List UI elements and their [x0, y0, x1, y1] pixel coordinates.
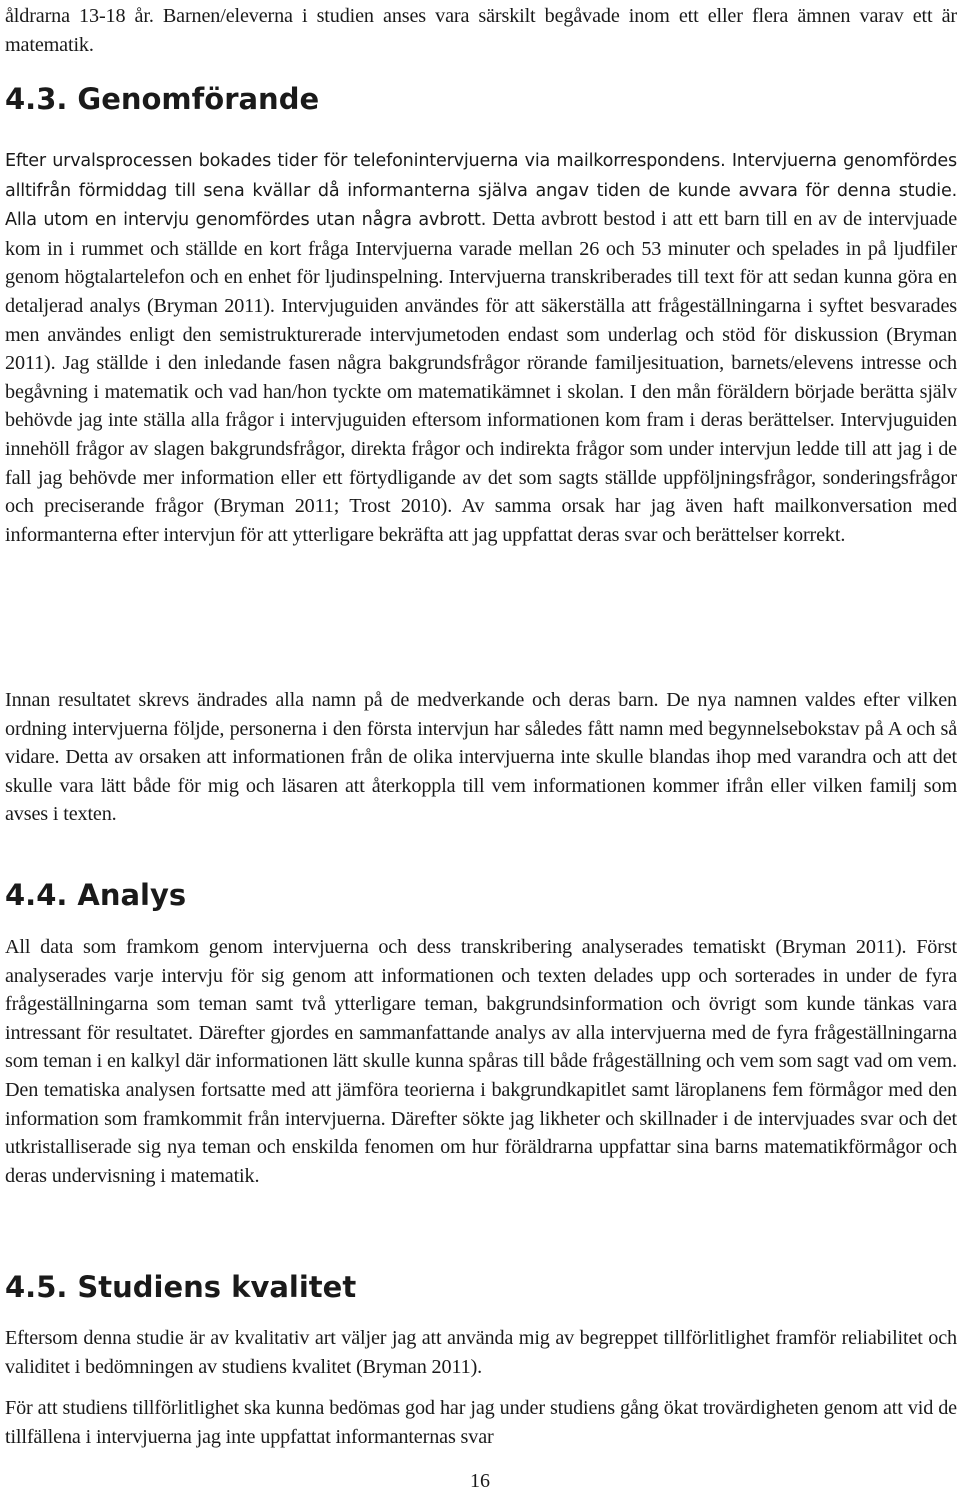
kvalitet-paragraph-1: Eftersom denna studie är av kvalitativ art väljer jag att använda mig av begreppet tillförlitlighet framför reliabilitet och validitet i bedömningen av studiens kvalitet (Bryman 2011). — [5, 1327, 957, 1378]
genomforande-paragraph-1-serif-part: Detta avbrott bestod i att ett barn till en av de intervjuade kom in i rummet och ställde en kort fråga Intervjuerna varade mellan 26 och 53 minuter och spelades in på ljudfiler genom högtalartelefon och en enhet för ljudinspelning. Intervjuerna transkriberades till text för att sedan kunna göra en detaljerad analys (Bryman 2011). Intervjuguiden användes för att säkerställa att frågeställningarna i syftet besvarades men användes enligt den semistrukturerade intervjumetoden endast som underlag och stöd för diskussion (Bryman 2011). Jag ställde i den inledande fasen några bakgrundsfrågor rörande familjesituation, barnets/elevens intresse och begåvning i matematik och vad han/hon tyckte om matematikämnet i skolan. I den mån föräldern började berätta själv behövde jag inte ställa alla frågor i intervjuguiden eftersom informationen kom fram i deras berättelser. Intervjuguiden innehöll frågor av slagen bakgrundsfrågor, direkta frågor och indirekta frågor som under intervjun ledde till att jag i de fall jag behövde mer information eller ett förtydligande av det som sagts ställde uppföljningsfrågor, sonderingsfrågor och preciserande frågor (Bryman 2011; Trost 2010). Av samma orsak har jag även haft mailkonversation med informanterna efter intervjun för att ytterligare bekräfta att jag uppfattat deras svar och berättelser korrekt. — [5, 208, 957, 546]
kvalitet-paragraph-2: För att studiens tillförlitlighet ska kunna bedömas god har jag under studiens gång ökat trovärdigheten genom att vid de tillfällena i intervjuerna jag inte uppfattat informanternas svar — [5, 1397, 957, 1448]
section-number: 4.3. — [5, 82, 68, 116]
section-title: Studiens kvalitet — [77, 1270, 357, 1304]
section-heading-analys — [5, 878, 186, 912]
section-heading-studiens-kvalitet — [5, 1270, 356, 1304]
section-heading-genomforande — [5, 82, 319, 116]
section-number: 4.4. — [5, 878, 68, 912]
section-number: 4.5. — [5, 1270, 68, 1304]
genomforande-paragraph-1 — [5, 146, 957, 549]
genomforande-paragraph-2: Innan resultatet skrevs ändrades alla namn på de medverkande och deras barn. De nya namnen valdes efter vilken ordning intervjuerna följde, personerna i den första intervjun har således fått namn med begynnelsebokstav på A och så vidare. Detta av orsaken att informationen från de olika intervjuerna inte skulle blandas ihop med varandra och att det skulle vara lätt både för mig och läsaren att återkoppla till vem informationen kommer ifrån eller vilken familj som avses i texten. — [5, 689, 957, 826]
section-title: Analys — [77, 878, 187, 912]
section-title: Genomförande — [77, 82, 320, 116]
analys-paragraph: All data som framkom genom intervjuerna och dess transkribering analyserades tematiskt (Bryman 2011). Först analyserades varje intervju för sig genom att informationen och texten delades upp och sorterades in under de fyra frågeställningarna som teman samt två ytterligare teman, bakgrundsinformation och övrigt som kunde tänkas vara intressant för resultatet. Därefter gjordes en sammanfattande analys av alla intervjuerna med de fyra frågeställningarna som teman i en kalkyl där informationen lätt skulle kunna spåras till både frågeställning och vem som sagt vad om vem. Den tematiska analysen fortsatte med att jämföra teorierna i bakgrundkapitlet samt läroplanens fem förmågor med den information som framkommit från intervjuerna. Därefter sökte jag likheter och skillnader i de intervjuades svar och det utkristalliserade sig nya teman och enskilda fenomen om hur föräldrarna uppfattar sina barns matematikförmågor och deras undervisning i matematik. — [5, 936, 957, 1187]
page-number: 16 — [470, 1470, 490, 1492]
intro-paragraph: åldrarna 13-18 år. Barnen/eleverna i studien anses vara särskilt begåvade inom ett eller flera ämnen varav ett är matematik. — [5, 5, 957, 56]
genomforande-paragraph-1-sans-part: Efter urvalsprocessen bokades tider för telefonintervjuerna via mailkorrespondens. Intervjuerna genomfördes alltifrån förmiddag till sena kvällar då informanterna själva angav tiden de kunde avvara för denna studie. Alla utom en intervju genomfördes utan några avbrott. — [5, 151, 957, 231]
